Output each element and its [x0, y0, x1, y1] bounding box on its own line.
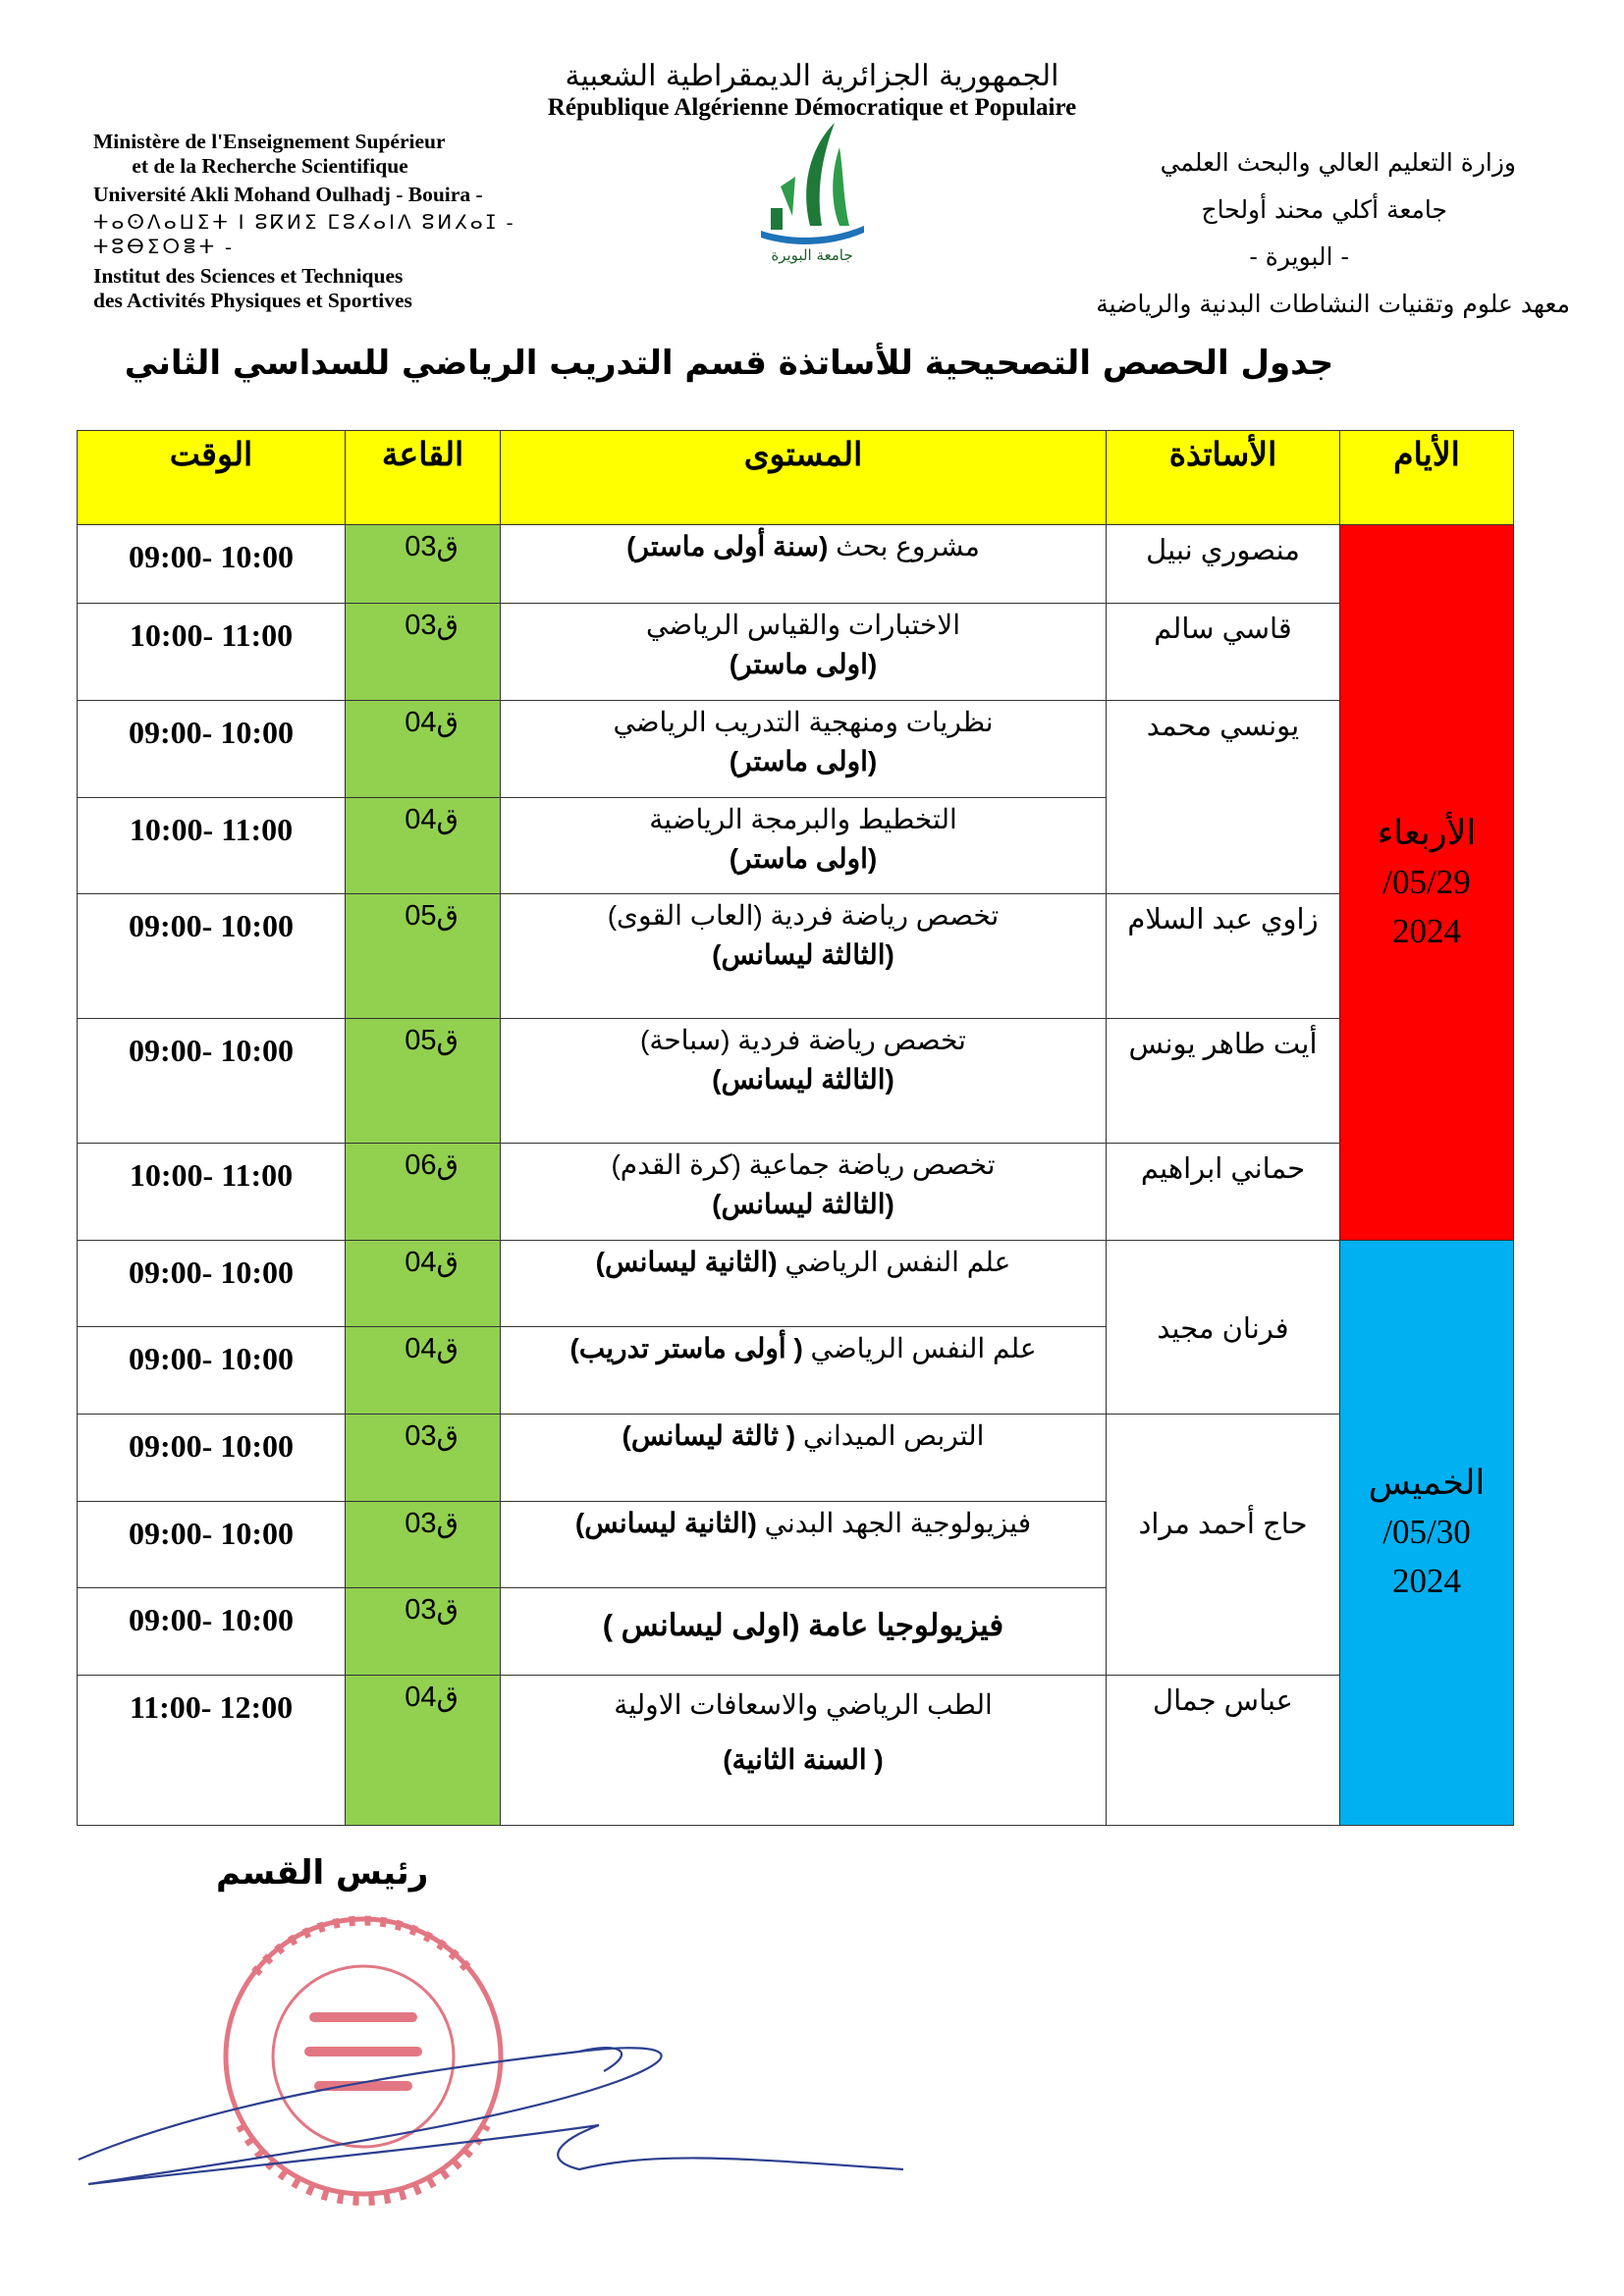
professor-cell: يونسي محمد — [1107, 700, 1340, 893]
arabic-ministry-line: وزارة التعليم العالي والبحث العلمي — [1160, 148, 1516, 177]
professor-cell: حماني ابراهيم — [1107, 1144, 1340, 1241]
level-cell: علم النفس الرياضي ( أولى ماستر تدريب) — [501, 1327, 1107, 1415]
time-cell: 09:00- 10:00 — [78, 1019, 346, 1144]
room-cell: ق03 — [346, 1501, 501, 1588]
room-cell: ق03 — [346, 524, 501, 604]
level-cell: نظريات ومنهجية التدريب الرياضي (اولى ماستر) — [501, 700, 1107, 797]
level-cell: الطب الرياضي والاسعافات الاولية ( السنة الثانية) — [501, 1675, 1107, 1825]
header-professor: الأساتذة — [1107, 431, 1340, 525]
professor-cell: زاوي عبد السلام — [1107, 894, 1340, 1019]
university-logo — [741, 118, 869, 265]
table-row — [78, 1675, 1514, 1825]
professor-cell: قاسي سالم — [1107, 604, 1340, 701]
table-row — [78, 524, 1514, 604]
svg-text:جامعة البويرة: جامعة البويرة — [771, 246, 853, 264]
level-cell: مشروع بحث (سنة أولى ماستر) — [501, 524, 1107, 604]
ministry-line-1: Ministère de l'Enseignement Supérieur — [93, 130, 446, 153]
room-cell: ق04 — [346, 1240, 501, 1327]
room-cell: ق04 — [346, 1327, 501, 1415]
institute-line-2: des Activités Physiques et Sportives — [93, 289, 412, 312]
institute-line-1: Institut des Sciences et Techniques — [93, 264, 404, 288]
time-cell: 09:00- 10:00 — [78, 1240, 346, 1327]
room-cell: ق04 — [346, 1675, 501, 1825]
time-cell: 09:00- 10:00 — [78, 1588, 346, 1676]
level-cell: التخطيط والبرمجة الرياضية (اولى ماستر) — [501, 797, 1107, 894]
room-cell: ق05 — [346, 894, 501, 1019]
header-room: القاعة — [346, 431, 501, 525]
time-cell: 10:00- 11:00 — [78, 604, 346, 701]
day-name: الخميس — [1368, 1464, 1486, 1503]
day-date: /05/29 — [1382, 862, 1471, 901]
level-cell: الاختبارات والقياس الرياضي (اولى ماستر) — [501, 604, 1107, 701]
day-date: /05/30 — [1382, 1513, 1471, 1552]
room-cell: ق05 — [346, 1019, 501, 1144]
day-year: 2024 — [1392, 1562, 1461, 1601]
french-republic-heading: République Algérienne Démocratique et Populaire — [547, 94, 1077, 121]
level-cell: فيزيولوجيا عامة (اولى ليسانس ) — [501, 1588, 1107, 1676]
header-level: المستوى — [501, 431, 1107, 525]
table-row — [78, 1144, 1514, 1241]
time-cell: 10:00- 11:00 — [78, 1144, 346, 1241]
professor-cell: أيت طاهر يونس — [1107, 1019, 1340, 1144]
table-row — [78, 1240, 1514, 1327]
professor-cell: فرنان مجيد — [1107, 1240, 1340, 1414]
time-cell: 10:00- 11:00 — [78, 797, 346, 894]
schedule-table — [77, 430, 1514, 1826]
day-name: الأربعاء — [1377, 813, 1477, 852]
arabic-institute-line: معهد علوم وتقنيات النشاطات البدنية والرياضية — [1096, 290, 1570, 318]
level-cell: تخصص رياضة فردية (سباحة) (الثالثة ليسانس) — [501, 1019, 1107, 1144]
room-cell: ق03 — [346, 1588, 501, 1676]
ministry-line-2: et de la Recherche Scientifique — [132, 154, 408, 178]
tifinagh-line: ⵜⴰⵙⴷⴰⵡⵉⵜ ⵏ ⵓⴽⵍⵉ ⵎⵓⵃⴰⵏⴷ ⵓⵍⵃⴰⵊ - ⵜⵓⴱⵉⵔⴻⵜ - — [93, 212, 516, 258]
day-year: 2024 — [1392, 911, 1461, 950]
time-cell: 09:00- 10:00 — [78, 1327, 346, 1415]
header-time: الوقت — [78, 431, 346, 525]
department-head-label: رئيس القسم — [216, 1853, 429, 1893]
table-row — [78, 700, 1514, 797]
level-cell: التربص الميداني ( ثالثة ليسانس) — [501, 1414, 1107, 1501]
room-cell: ق03 — [346, 1414, 501, 1501]
header-days: الأيام — [1340, 431, 1514, 525]
university-line: Université Akli Mohand Oulhadj - Bouira - — [93, 183, 483, 206]
document-title: جدول الحصص التصحيحية للأساتذة قسم التدريب الرياضي للسداسي الثاني — [124, 344, 1334, 383]
table-row — [78, 1019, 1514, 1144]
level-cell: تخصص رياضة فردية (العاب القوى) (الثالثة ليسانس) — [501, 894, 1107, 1019]
table-row — [78, 894, 1514, 1019]
room-cell: ق03 — [346, 604, 501, 701]
room-cell: ق06 — [346, 1144, 501, 1241]
room-cell: ق04 — [346, 797, 501, 894]
professor-cell: حاج أحمد مراد — [1107, 1414, 1340, 1675]
time-cell: 09:00- 10:00 — [78, 524, 346, 604]
arabic-city-line: - البويرة - — [1249, 242, 1349, 271]
time-cell: 09:00- 10:00 — [78, 1414, 346, 1501]
time-cell: 09:00- 10:00 — [78, 700, 346, 797]
time-cell: 09:00- 10:00 — [78, 894, 346, 1019]
arabic-header-block — [966, 139, 1570, 328]
day-cell-thursday — [1340, 1240, 1514, 1825]
arabic-republic-heading: الجمهورية الجزائرية الديمقراطية الشعبية — [565, 59, 1059, 93]
professor-cell: عباس جمال — [1107, 1675, 1340, 1825]
level-cell: فيزيولوجية الجهد البدني (الثانية ليسانس) — [501, 1501, 1107, 1588]
level-cell: علم النفس الرياضي (الثانية ليسانس) — [501, 1240, 1107, 1327]
arabic-university-line: جامعة أكلي محند أولحاج — [1201, 195, 1447, 224]
time-cell: 09:00- 10:00 — [78, 1501, 346, 1588]
table-row — [78, 1414, 1514, 1501]
day-cell-wednesday — [1340, 524, 1514, 1240]
french-header-block — [93, 130, 643, 313]
table-row — [78, 604, 1514, 701]
room-cell: ق04 — [346, 700, 501, 797]
stamp-and-signature — [69, 1904, 1051, 2228]
time-cell: 11:00- 12:00 — [78, 1675, 346, 1825]
professor-cell: منصوري نبيل — [1107, 524, 1340, 604]
table-header-row — [78, 431, 1514, 525]
level-cell: تخصص رياضة جماعية (كرة القدم) (الثالثة ليسانس) — [501, 1144, 1107, 1241]
